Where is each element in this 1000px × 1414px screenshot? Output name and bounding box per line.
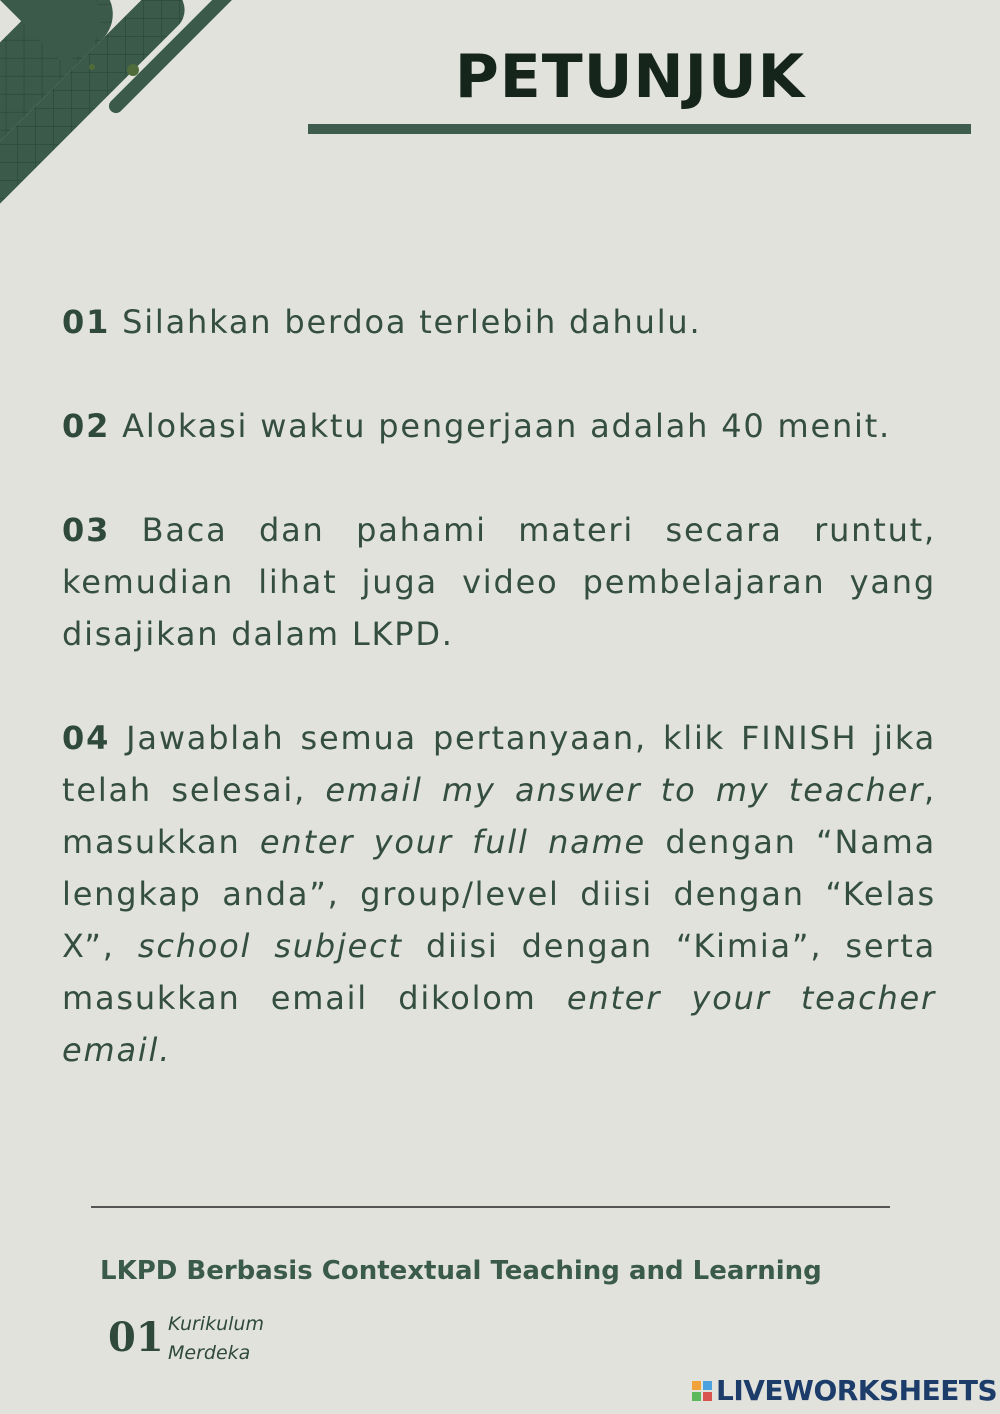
instruction-text: diisi dengan “Kimia”, serta masukkan email dikolom bbox=[62, 927, 937, 1017]
instruction-text: Jawablah semua pertanyaan, klik FINISH jika telah selesai, bbox=[62, 719, 936, 809]
instruction-text: Baca dan pahami materi secara runtut, kemudian lihat juga video pembelajaran yang disajikan dalam LKPD. bbox=[62, 511, 936, 653]
instruction-number: 02 bbox=[62, 407, 111, 445]
footer-divider bbox=[91, 1206, 890, 1208]
title-underline bbox=[308, 124, 971, 134]
instruction-text: enter your full name bbox=[259, 823, 647, 861]
instruction-item bbox=[62, 296, 936, 348]
liveworksheets-icon bbox=[692, 1381, 712, 1401]
page-number: 01 bbox=[108, 1314, 164, 1361]
instruction-item bbox=[62, 712, 936, 1076]
instruction-list bbox=[62, 296, 936, 1128]
instruction-text: dengan “Nama lengkap anda”, group/level diisi dengan “Kelas X”, bbox=[62, 823, 936, 965]
instruction-text: enter your teacher email. bbox=[62, 979, 936, 1069]
liveworksheets-logo bbox=[692, 1374, 997, 1407]
page-title: PETUNJUK bbox=[454, 42, 806, 112]
curriculum-label bbox=[168, 1310, 264, 1368]
instruction-text: Silahkan berdoa terlebih dahulu. bbox=[122, 303, 702, 341]
instruction-text: , masukkan bbox=[62, 771, 937, 861]
instruction-number: 03 bbox=[62, 511, 111, 549]
instruction-number: 04 bbox=[62, 719, 111, 757]
instruction-number: 01 bbox=[62, 303, 111, 341]
curriculum-line-2: Merdeka bbox=[168, 1342, 251, 1364]
instruction-item bbox=[62, 400, 936, 452]
instruction-text: school subject bbox=[137, 927, 403, 965]
brand-label: LIVEWORKSHEETS bbox=[716, 1374, 998, 1407]
corner-decoration bbox=[0, 0, 240, 230]
instruction-text: Alokasi waktu pengerjaan adalah 40 menit. bbox=[122, 407, 892, 445]
instruction-text: email my answer to my teacher bbox=[325, 771, 925, 809]
curriculum-line-1: Kurikulum bbox=[168, 1313, 264, 1335]
instruction-item bbox=[62, 504, 936, 660]
footer-title: LKPD Berbasis Contextual Teaching and Learning bbox=[100, 1256, 822, 1286]
